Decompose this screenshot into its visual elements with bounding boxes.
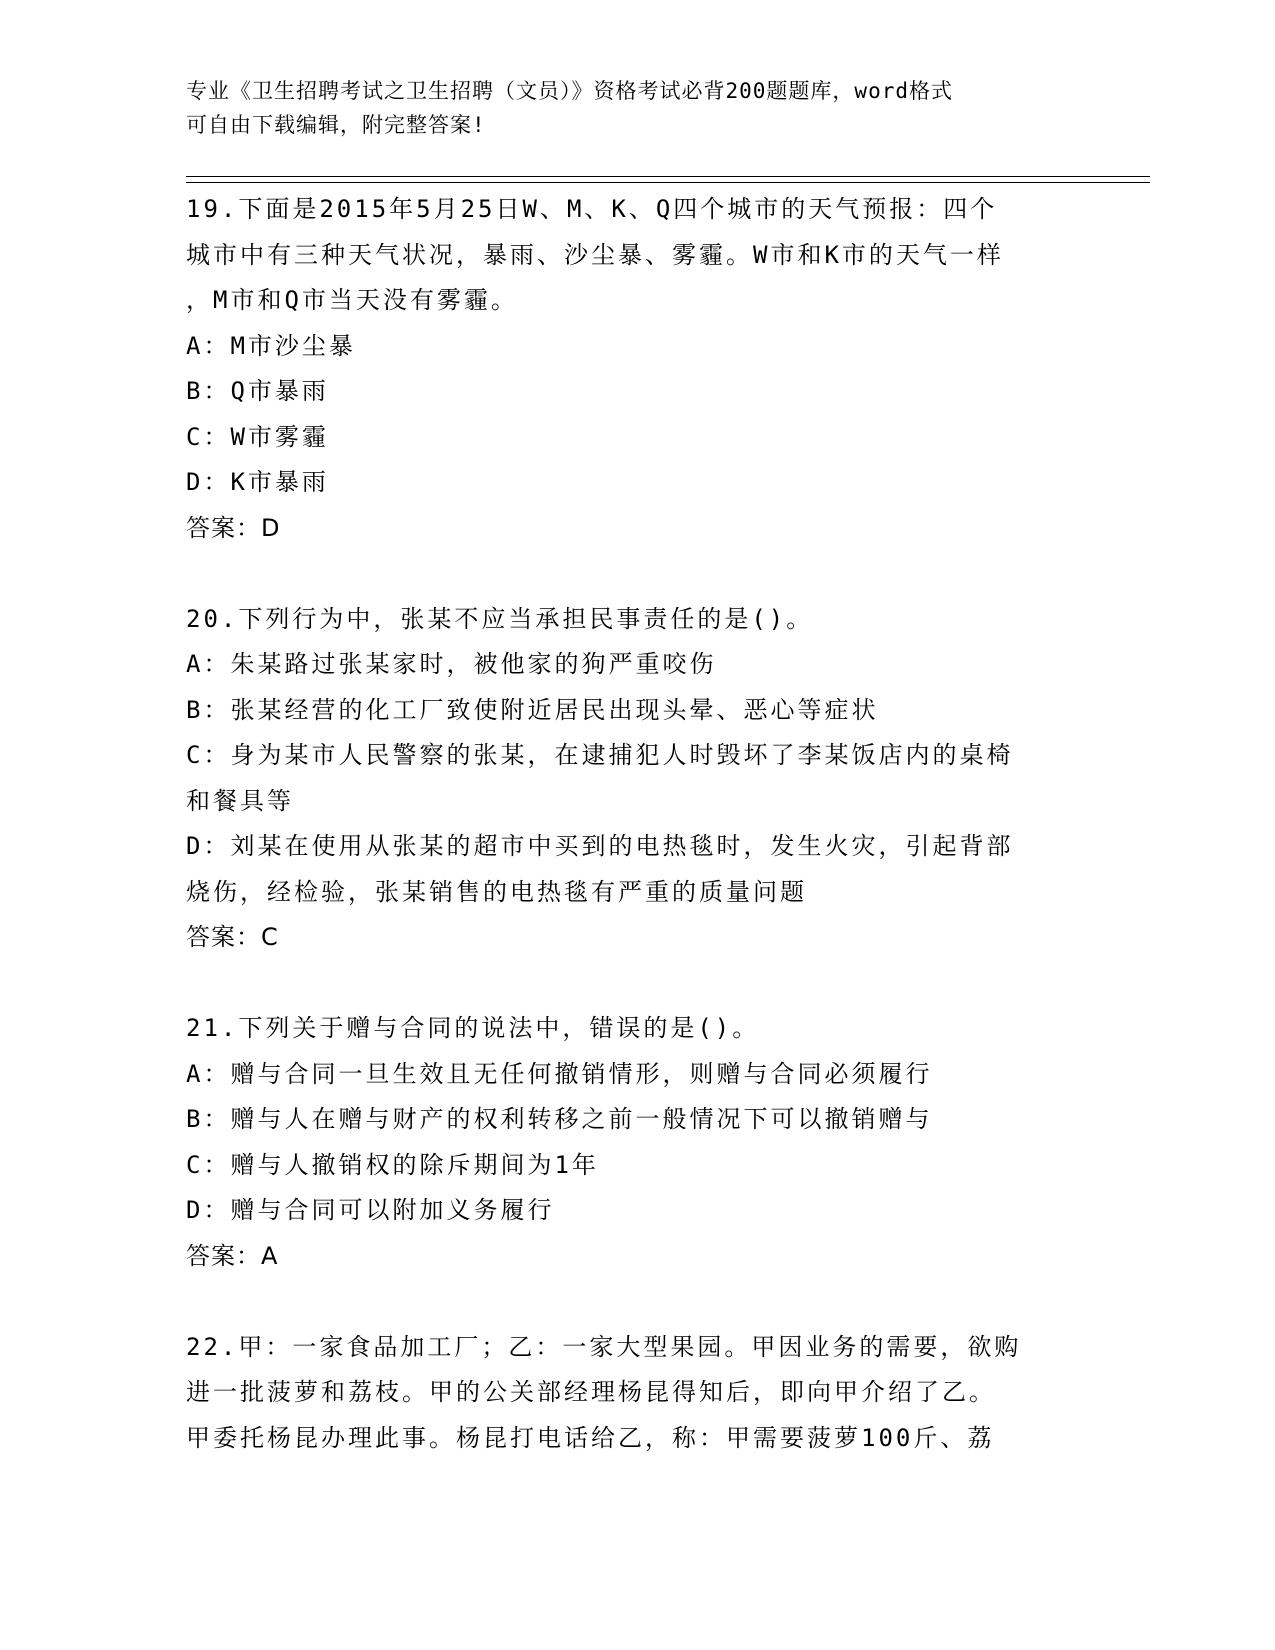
answer-line: 答案：A	[186, 1241, 279, 1270]
answer-line: 答案：C	[186, 923, 279, 951]
question-text-line: 城市中有三种天气状况，暴雨、沙尘暴、雾霾。W市和K市的天气一样	[186, 240, 1004, 269]
option-b: B：赠与人在赠与财产的权利转移之前一般情况下可以撤销赠与	[186, 1105, 933, 1133]
question-spacer	[186, 551, 1086, 597]
answer-line: 答案：D	[186, 513, 281, 542]
question-text-line: 20.下列行为中，张某不应当承担民事责任的是()。	[186, 604, 814, 633]
question-block	[186, 187, 1086, 551]
header-line-2: 可自由下载编辑，附完整答案!	[186, 113, 486, 137]
question-block	[186, 1325, 1086, 1462]
option-a: A：朱某路过张某家时，被他家的狗严重咬伤	[186, 650, 717, 678]
option-d: D：刘某在使用从张某的超市中买到的电热毯时，发生火灾，引起背部	[186, 832, 1014, 860]
question-text-line: 19.下面是2015年5月25日W、M、K、Q四个城市的天气预报：四个	[186, 195, 998, 223]
option-c: C：W市雾霾	[186, 422, 329, 451]
question-spacer	[186, 961, 1086, 1007]
question-block	[186, 597, 1086, 961]
option-d-continued: 烧伤，经检验，张某销售的电热毯有严重的质量问题	[186, 877, 807, 906]
option-b: B：张某经营的化工厂致使附近居民出现头晕、恶心等症状	[186, 695, 879, 724]
question-text-line: 进一批菠萝和荔枝。甲的公关部经理杨昆得知后，即向甲介绍了乙。	[186, 1378, 996, 1406]
option-d: D：赠与合同可以附加义务履行	[186, 1196, 555, 1224]
page-header	[186, 74, 1066, 142]
question-text-line: ，M市和Q市当天没有雾霾。	[186, 286, 518, 314]
header-line-1: 专业《卫生招聘考试之卫生招聘（文员）》资格考试必背200题题库，word格式	[186, 79, 953, 103]
question-text-line: 21.下列关于赠与合同的说法中，错误的是()。	[186, 1014, 760, 1042]
question-text-line: 甲委托杨昆办理此事。杨昆打电话给乙，称：甲需要菠萝100斤、荔	[186, 1423, 995, 1452]
question-block	[186, 1006, 1086, 1279]
option-d: D：K市暴雨	[186, 468, 329, 496]
option-a: A：M市沙尘暴	[186, 331, 356, 360]
option-a: A：赠与合同一旦生效且无任何撤销情形，则赠与合同必须履行	[186, 1059, 933, 1088]
option-c: C：身为某市人民警察的张某，在逮捕犯人时毁坏了李某饭店内的桌椅	[186, 741, 1014, 769]
option-b: B：Q市暴雨	[186, 377, 329, 405]
question-text-line: 22.甲：一家食品加工厂；乙：一家大型果园。甲因业务的需要，欲购	[186, 1332, 1022, 1361]
question-spacer	[186, 1279, 1086, 1325]
option-c: C：赠与人撤销权的除斥期间为1年	[186, 1150, 599, 1179]
option-c-continued: 和餐具等	[186, 786, 294, 815]
header-divider	[186, 176, 1150, 177]
question-list	[186, 187, 1086, 1461]
header-divider-secondary	[186, 182, 1150, 183]
